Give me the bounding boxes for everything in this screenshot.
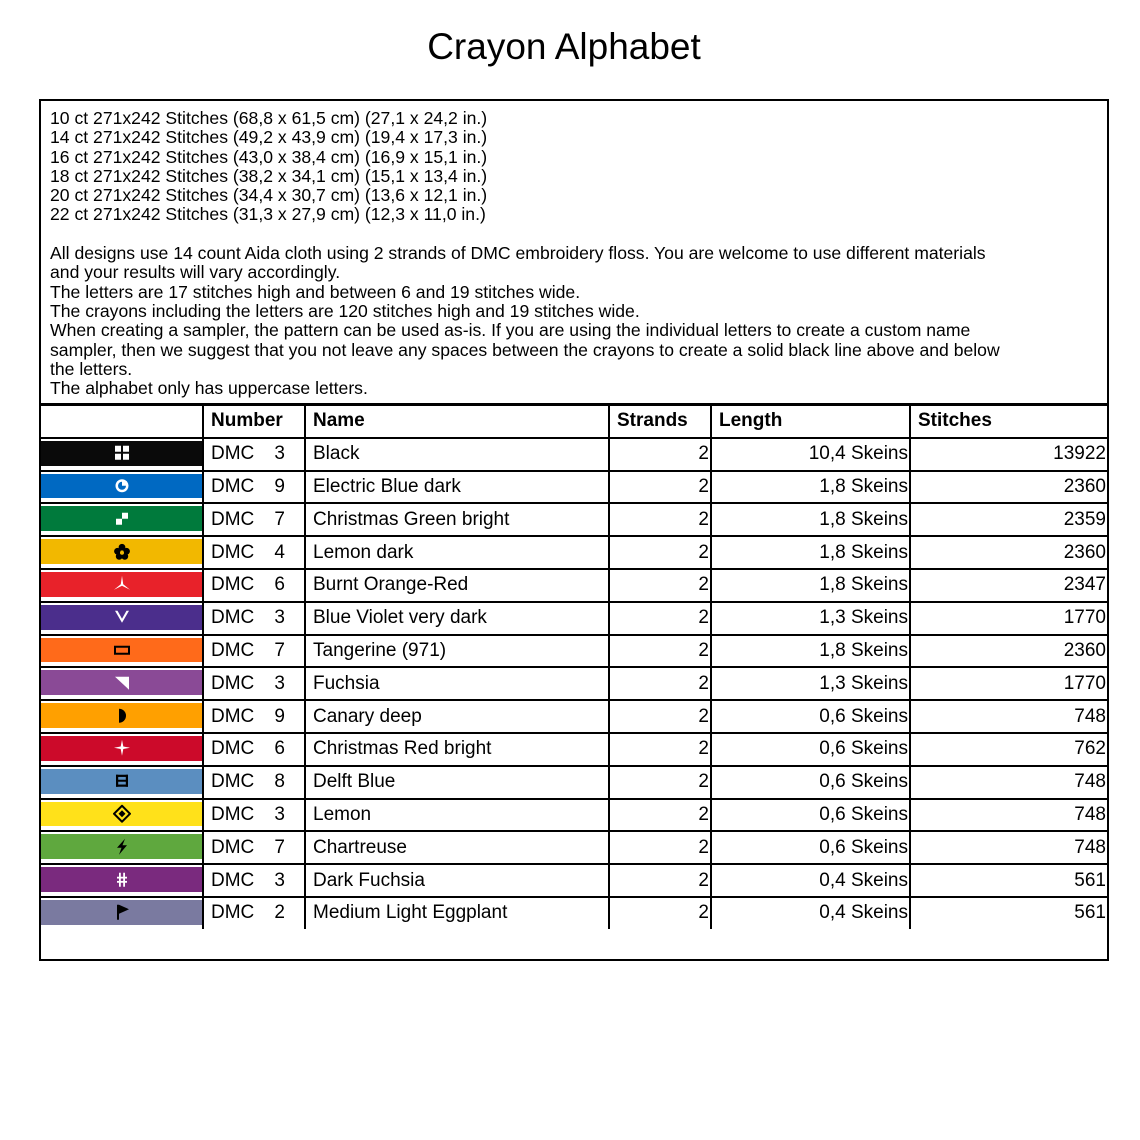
floss-length: 0,6 Skeins: [711, 700, 910, 733]
header-swatch: [41, 406, 203, 438]
floss-stitches: 13922: [910, 438, 1107, 471]
floss-strands: 2: [609, 635, 711, 668]
floss-name: Canary deep: [305, 700, 609, 733]
floss-brand: DMC: [211, 738, 255, 760]
half-circle-icon: [113, 706, 131, 724]
floss-brand: DMC: [211, 508, 255, 530]
flower-icon: [113, 542, 131, 560]
floss-name: Lemon: [305, 799, 609, 832]
floss-code: 6: [274, 574, 285, 596]
color-swatch: [41, 733, 203, 766]
down-chevron-icon: [113, 608, 131, 626]
floss-code: 8: [274, 771, 285, 793]
note-line: and your results will vary accordingly.: [50, 262, 341, 283]
size-line: 22 ct 271x242 Stitches (31,3 x 27,9 cm) (12,3 x 11,0 in.): [50, 204, 486, 225]
floss-strands: 2: [609, 799, 711, 832]
table-row: [41, 503, 1107, 536]
floss-stitches: 2360: [910, 536, 1107, 569]
table-row: [41, 897, 1107, 929]
hash-icon: [113, 870, 131, 888]
pattern-info: [50, 109, 1100, 398]
floss-length: 1,8 Skeins: [711, 536, 910, 569]
floss-length: 0,4 Skeins: [711, 897, 910, 929]
floss-strands: 2: [609, 438, 711, 471]
floss-length: 1,8 Skeins: [711, 471, 910, 504]
header-strands: Strands: [609, 406, 711, 438]
floss-length: 0,4 Skeins: [711, 864, 910, 897]
table-row: [41, 766, 1107, 799]
note-line: The letters are 17 stitches high and between 6 and 19 stitches wide.: [50, 281, 581, 302]
floss-length: 0,6 Skeins: [711, 766, 910, 799]
floss-name: Tangerine (971): [305, 635, 609, 668]
header-stitches: Stitches: [910, 406, 1107, 438]
color-swatch: [41, 602, 203, 635]
floss-length: 0,6 Skeins: [711, 733, 910, 766]
notes-list: [50, 244, 1100, 398]
floss-number: [203, 503, 305, 536]
floss-stitches: 561: [910, 897, 1107, 929]
color-swatch: [41, 667, 203, 700]
floss-name: Medium Light Eggplant: [305, 897, 609, 929]
floss-name: Burnt Orange-Red: [305, 569, 609, 602]
note-line: When creating a sampler, the pattern can be used as-is. If you are using the individual letters to create a custom name: [50, 320, 971, 341]
floss-number: [203, 799, 305, 832]
diagonal-squares-icon: [113, 510, 131, 528]
floss-strands: 2: [609, 733, 711, 766]
spiral-circle-icon: [113, 477, 131, 495]
floss-code: 7: [274, 836, 285, 858]
flag-icon: [113, 903, 131, 921]
floss-number: [203, 733, 305, 766]
floss-stitches: 1770: [910, 602, 1107, 635]
floss-name: Black: [305, 438, 609, 471]
floss-stitches: 748: [910, 799, 1107, 832]
floss-number: [203, 602, 305, 635]
floss-length: 1,3 Skeins: [711, 667, 910, 700]
floss-stitches: 1770: [910, 667, 1107, 700]
spacer: [50, 225, 1100, 244]
floss-code: 7: [274, 508, 285, 530]
floss-strands: 2: [609, 766, 711, 799]
floss-strands: 2: [609, 667, 711, 700]
floss-stitches: 2360: [910, 635, 1107, 668]
floss-name: Fuchsia: [305, 667, 609, 700]
floss-stitches: 762: [910, 733, 1107, 766]
floss-brand: DMC: [211, 771, 255, 793]
floss-name: Lemon dark: [305, 536, 609, 569]
color-swatch: [41, 700, 203, 733]
floss-stitches: 2347: [910, 569, 1107, 602]
note-line: the letters.: [50, 358, 133, 379]
size-list: [50, 109, 1100, 225]
floss-brand: DMC: [211, 607, 255, 629]
floss-code: 3: [274, 672, 285, 694]
floss-code: 3: [274, 869, 285, 891]
floss-stitches: 748: [910, 700, 1107, 733]
floss-length: 1,8 Skeins: [711, 503, 910, 536]
table-row: [41, 438, 1107, 471]
floss-name: Dark Fuchsia: [305, 864, 609, 897]
floss-code: 3: [274, 443, 285, 465]
floss-name: Blue Violet very dark: [305, 602, 609, 635]
table-row: [41, 831, 1107, 864]
floss-brand: DMC: [211, 836, 255, 858]
floss-brand: DMC: [211, 475, 255, 497]
lightning-icon: [113, 837, 131, 855]
floss-brand: DMC: [211, 672, 255, 694]
floss-number: [203, 635, 305, 668]
color-swatch: [41, 766, 203, 799]
color-swatch: [41, 536, 203, 569]
tripod-star-icon: [113, 575, 131, 593]
color-swatch: [41, 471, 203, 504]
color-swatch: [41, 503, 203, 536]
floss-length: 1,8 Skeins: [711, 635, 910, 668]
floss-code: 4: [274, 541, 285, 563]
floss-brand: DMC: [211, 803, 255, 825]
floss-code: 7: [274, 639, 285, 661]
color-swatch: [41, 864, 203, 897]
size-line: 14 ct 271x242 Stitches (49,2 x 43,9 cm) (19,4 x 17,3 in.): [50, 127, 488, 148]
i-beam-icon: [113, 772, 131, 790]
table-row: [41, 635, 1107, 668]
floss-name: Christmas Red bright: [305, 733, 609, 766]
floss-code: 9: [274, 475, 285, 497]
color-swatch: [41, 897, 203, 929]
table-row: [41, 864, 1107, 897]
table-row: [41, 536, 1107, 569]
four-squares-icon: [113, 444, 131, 462]
floss-number: [203, 569, 305, 602]
floss-name: Christmas Green bright: [305, 503, 609, 536]
floss-brand: DMC: [211, 541, 255, 563]
floss-length: 1,3 Skeins: [711, 602, 910, 635]
floss-stitches: 2360: [910, 471, 1107, 504]
triangle-corner-icon: [113, 674, 131, 692]
header-number: Number: [203, 406, 305, 438]
color-swatch: [41, 831, 203, 864]
table-row: [41, 733, 1107, 766]
floss-stitches: 748: [910, 766, 1107, 799]
floss-strands: 2: [609, 602, 711, 635]
table-row: [41, 569, 1107, 602]
cross-star-icon: [113, 739, 131, 757]
floss-brand: DMC: [211, 705, 255, 727]
table-row: [41, 799, 1107, 832]
size-line: 18 ct 271x242 Stitches (38,2 x 34,1 cm) (15,1 x 13,4 in.): [50, 165, 488, 186]
floss-brand: DMC: [211, 869, 255, 891]
color-swatch: [41, 635, 203, 668]
floss-strands: 2: [609, 569, 711, 602]
pattern-info-frame: [39, 99, 1109, 961]
floss-name: Delft Blue: [305, 766, 609, 799]
header-length: Length: [711, 406, 910, 438]
floss-stitches: 748: [910, 831, 1107, 864]
floss-length: 0,6 Skeins: [711, 799, 910, 832]
floss-strands: 2: [609, 897, 711, 929]
floss-table: [41, 406, 1107, 929]
floss-number: [203, 471, 305, 504]
floss-number: [203, 438, 305, 471]
floss-length: 0,6 Skeins: [711, 831, 910, 864]
floss-strands: 2: [609, 700, 711, 733]
floss-number: [203, 864, 305, 897]
rectangle-outline-icon: [113, 641, 131, 659]
note-line: All designs use 14 count Aida cloth using 2 strands of DMC embroidery floss. You are welcome to use different materials: [50, 243, 986, 264]
floss-number: [203, 766, 305, 799]
floss-code: 3: [274, 607, 285, 629]
floss-strands: 2: [609, 831, 711, 864]
table-row: [41, 667, 1107, 700]
floss-stitches: 2359: [910, 503, 1107, 536]
floss-number: [203, 667, 305, 700]
floss-code: 2: [274, 902, 285, 924]
note-line: sampler, then we suggest that you not leave any spaces between the crayons to create a solid black line above and below: [50, 339, 1000, 360]
floss-strands: 2: [609, 536, 711, 569]
note-line: The crayons including the letters are 120 stitches high and 19 stitches wide.: [50, 300, 640, 321]
floss-code: 3: [274, 803, 285, 825]
floss-name: Chartreuse: [305, 831, 609, 864]
color-swatch: [41, 438, 203, 471]
size-line: 16 ct 271x242 Stitches (43,0 x 38,4 cm) (16,9 x 15,1 in.): [50, 146, 488, 167]
size-line: 10 ct 271x242 Stitches (68,8 x 61,5 cm) (27,1 x 24,2 in.): [50, 108, 488, 128]
floss-code: 9: [274, 705, 285, 727]
floss-number: [203, 831, 305, 864]
floss-number: [203, 700, 305, 733]
color-swatch: [41, 799, 203, 832]
floss-stitches: 561: [910, 864, 1107, 897]
table-row: [41, 602, 1107, 635]
floss-strands: 2: [609, 471, 711, 504]
page-title: Crayon Alphabet: [427, 26, 701, 67]
header-name: Name: [305, 406, 609, 438]
floss-brand: DMC: [211, 443, 255, 465]
floss-strands: 2: [609, 503, 711, 536]
table-row: [41, 700, 1107, 733]
color-swatch: [41, 569, 203, 602]
floss-length: 10,4 Skeins: [711, 438, 910, 471]
floss-number: [203, 536, 305, 569]
size-line: 20 ct 271x242 Stitches (34,4 x 30,7 cm) (13,6 x 12,1 in.): [50, 185, 488, 206]
floss-code: 6: [274, 738, 285, 760]
floss-brand: DMC: [211, 574, 255, 596]
floss-strands: 2: [609, 864, 711, 897]
diamond-icon: [113, 805, 131, 823]
note-line: The alphabet only has uppercase letters.: [50, 378, 368, 399]
floss-number: [203, 897, 305, 929]
floss-brand: DMC: [211, 902, 255, 924]
table-row: [41, 471, 1107, 504]
floss-length: 1,8 Skeins: [711, 569, 910, 602]
floss-brand: DMC: [211, 639, 255, 661]
table-header-row: [41, 406, 1107, 438]
floss-name: Electric Blue dark: [305, 471, 609, 504]
